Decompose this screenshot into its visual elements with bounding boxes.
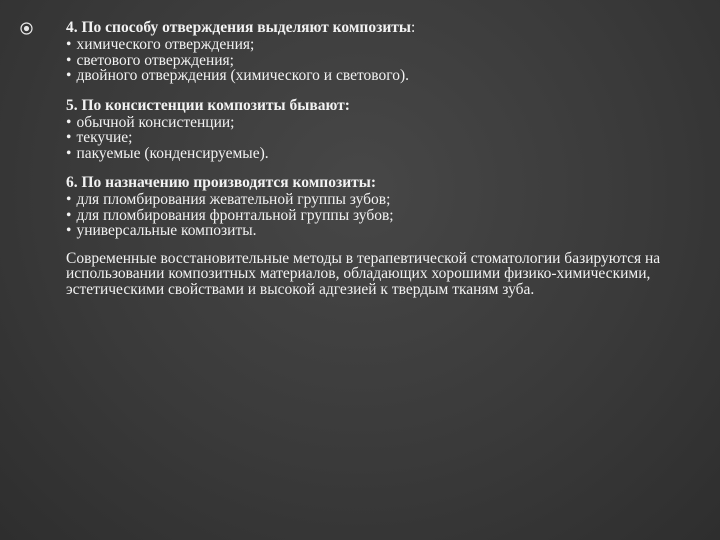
list-item: • двойного отверждения (химического и светового). xyxy=(66,68,696,84)
list-consistency xyxy=(66,115,696,162)
list-item: • текучие; xyxy=(66,130,696,146)
list-item: • химического отверждения; xyxy=(66,37,696,53)
section-heading-curing: 4. По способу отверждения выделяют композиты: xyxy=(66,19,416,36)
list-item: • обычной консистенции; xyxy=(66,115,696,131)
circled-bullet-icon xyxy=(20,22,33,35)
section-heading-consistency: 5. По консистенции композиты бывают: xyxy=(66,96,350,114)
list-purpose xyxy=(66,192,696,239)
closing-paragraph: Современные восстановительные методы в терапевтической стоматологии базируются на использовании композитных материалов, обладающих хорошими физико-химическими, эстетическими свойствами и высокой адгезией к твердым тканям зуба. xyxy=(66,249,661,298)
section-heading-purpose: 6. По назначению производятся композиты: xyxy=(66,174,377,191)
list-curing xyxy=(66,37,696,84)
list-item: • светового отверждения; xyxy=(66,53,696,69)
list-item: • универсальные композиты. xyxy=(66,223,696,239)
list-item: • для пломбирования фронтальной группы зубов; xyxy=(66,208,696,224)
list-item: • для пломбирования жевательной группы зубов; xyxy=(66,192,696,208)
list-item: • пакуемые (конденсируемые). xyxy=(66,146,696,162)
slide-content xyxy=(66,18,696,313)
